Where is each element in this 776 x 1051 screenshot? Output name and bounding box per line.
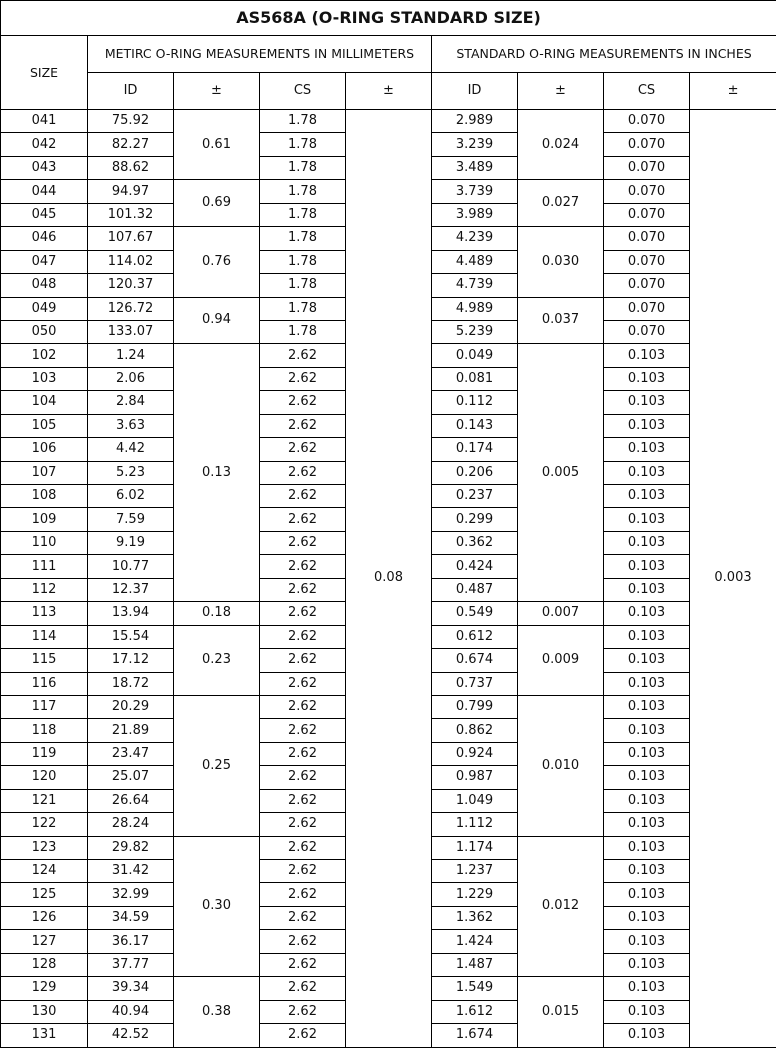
mm-id-cell: 114.02: [88, 250, 174, 273]
in-id-tolerance-cell: 0.027: [518, 180, 604, 227]
mm-id-cell: 88.62: [88, 156, 174, 179]
in-cs-cell: 0.070: [604, 180, 690, 203]
in-cs-cell: 0.103: [604, 531, 690, 554]
mm-cs-cell: 2.62: [260, 836, 346, 859]
in-id-cell: 0.549: [432, 602, 518, 625]
mm-id-cell: 25.07: [88, 766, 174, 789]
size-cell: 125: [1, 883, 88, 906]
mm-cs-cell: 2.62: [260, 555, 346, 578]
mm-id-cell: 126.72: [88, 297, 174, 320]
in-id-cell: 0.612: [432, 625, 518, 648]
size-cell: 108: [1, 485, 88, 508]
mm-id-cell: 120.37: [88, 274, 174, 297]
size-cell: 116: [1, 672, 88, 695]
size-cell: 112: [1, 578, 88, 601]
in-id-cell: 0.049: [432, 344, 518, 367]
mm-id-cell: 31.42: [88, 860, 174, 883]
size-cell: 045: [1, 203, 88, 226]
in-cs-cell: 0.103: [604, 672, 690, 695]
mm-cs-cell: 2.62: [260, 789, 346, 812]
in-cs-cell: 0.070: [604, 156, 690, 179]
in-cs-cell: 0.103: [604, 485, 690, 508]
size-cell: 129: [1, 977, 88, 1000]
mm-id-cell: 17.12: [88, 649, 174, 672]
mm-cs-cell: 2.62: [260, 438, 346, 461]
mm-id-cell: 20.29: [88, 695, 174, 718]
in-id-cell: 0.206: [432, 461, 518, 484]
mm-cs-cell: 2.62: [260, 719, 346, 742]
mm-id-cell: 9.19: [88, 531, 174, 554]
in-id-cell: 0.924: [432, 742, 518, 765]
in-id-tolerance-cell: 0.010: [518, 695, 604, 836]
in-cs-cell: 0.103: [604, 813, 690, 836]
mm-id-cell: 82.27: [88, 133, 174, 156]
mm-cs-cell: 2.62: [260, 930, 346, 953]
size-cell: 121: [1, 789, 88, 812]
mm-cs-cell: 1.78: [260, 110, 346, 133]
mm-cs-cell: 2.62: [260, 649, 346, 672]
size-cell: 043: [1, 156, 88, 179]
mm-cs-cell: 1.78: [260, 180, 346, 203]
in-id-cell: 0.237: [432, 485, 518, 508]
mm-id-cell: 10.77: [88, 555, 174, 578]
in-id-cell: 0.081: [432, 367, 518, 390]
size-cell: 128: [1, 953, 88, 976]
size-cell: 106: [1, 438, 88, 461]
in-id-cell: 1.229: [432, 883, 518, 906]
in-id-cell: 4.739: [432, 274, 518, 297]
in-cs-cell: 0.103: [604, 789, 690, 812]
in-id-cell: 1.362: [432, 906, 518, 929]
in-cs-tolerance-header: ±: [690, 73, 776, 110]
in-id-cell: 1.237: [432, 860, 518, 883]
mm-id-cell: 2.84: [88, 391, 174, 414]
in-cs-cell: 0.103: [604, 578, 690, 601]
size-cell: 107: [1, 461, 88, 484]
mm-id-tolerance-cell: 0.69: [174, 180, 260, 227]
size-cell: 050: [1, 320, 88, 343]
mm-id-cell: 21.89: [88, 719, 174, 742]
mm-cs-cell: 1.78: [260, 133, 346, 156]
in-id-tolerance-cell: 0.030: [518, 227, 604, 297]
mm-cs-cell: 1.78: [260, 203, 346, 226]
mm-cs-cell: 2.62: [260, 508, 346, 531]
mm-id-cell: 1.24: [88, 344, 174, 367]
in-cs-cell: 0.103: [604, 625, 690, 648]
mm-id-header: ID: [88, 73, 174, 110]
in-cs-cell: 0.103: [604, 836, 690, 859]
mm-id-cell: 15.54: [88, 625, 174, 648]
in-id-cell: 4.989: [432, 297, 518, 320]
mm-cs-cell: 2.62: [260, 906, 346, 929]
size-cell: 115: [1, 649, 88, 672]
mm-id-tolerance-cell: 0.94: [174, 297, 260, 344]
mm-id-cell: 94.97: [88, 180, 174, 203]
in-cs-tolerance-cell: 0.003: [690, 110, 776, 1048]
in-id-cell: 1.549: [432, 977, 518, 1000]
mm-id-tolerance-cell: 0.76: [174, 227, 260, 297]
size-cell: 123: [1, 836, 88, 859]
mm-cs-tolerance-header: ±: [346, 73, 432, 110]
mm-id-cell: 32.99: [88, 883, 174, 906]
mm-cs-cell: 2.62: [260, 977, 346, 1000]
in-id-cell: 0.174: [432, 438, 518, 461]
in-id-cell: 4.239: [432, 227, 518, 250]
in-cs-cell: 0.103: [604, 953, 690, 976]
size-cell: 104: [1, 391, 88, 414]
mm-id-cell: 101.32: [88, 203, 174, 226]
in-cs-cell: 0.070: [604, 320, 690, 343]
size-cell: 124: [1, 860, 88, 883]
mm-id-cell: 2.06: [88, 367, 174, 390]
in-id-cell: 1.112: [432, 813, 518, 836]
mm-id-cell: 26.64: [88, 789, 174, 812]
mm-id-cell: 5.23: [88, 461, 174, 484]
mm-cs-cell: 2.62: [260, 414, 346, 437]
size-cell: 127: [1, 930, 88, 953]
in-id-cell: 1.674: [432, 1024, 518, 1047]
size-cell: 041: [1, 110, 88, 133]
metric-group-header: METIRC O-RING MEASUREMENTS IN MILLIMETERS: [88, 36, 432, 73]
in-id-tolerance-cell: 0.012: [518, 836, 604, 977]
mm-cs-cell: 2.62: [260, 391, 346, 414]
size-cell: 119: [1, 742, 88, 765]
mm-cs-cell: 2.62: [260, 695, 346, 718]
size-cell: 103: [1, 367, 88, 390]
mm-id-cell: 29.82: [88, 836, 174, 859]
size-header: SIZE: [1, 36, 88, 110]
in-cs-cell: 0.070: [604, 274, 690, 297]
in-id-cell: 0.143: [432, 414, 518, 437]
mm-id-tolerance-cell: 0.18: [174, 602, 260, 625]
size-cell: 042: [1, 133, 88, 156]
mm-id-tolerance-header: ±: [174, 73, 260, 110]
in-id-tolerance-cell: 0.005: [518, 344, 604, 602]
mm-cs-tolerance-cell: 0.08: [346, 110, 432, 1048]
size-cell: 122: [1, 813, 88, 836]
in-id-tolerance-cell: 0.037: [518, 297, 604, 344]
mm-id-cell: 107.67: [88, 227, 174, 250]
mm-id-cell: 4.42: [88, 438, 174, 461]
mm-cs-cell: 1.78: [260, 297, 346, 320]
in-cs-cell: 0.103: [604, 860, 690, 883]
mm-cs-cell: 2.62: [260, 1024, 346, 1047]
in-id-cell: 0.862: [432, 719, 518, 742]
mm-id-cell: 23.47: [88, 742, 174, 765]
mm-cs-cell: 2.62: [260, 578, 346, 601]
in-cs-cell: 0.103: [604, 461, 690, 484]
mm-cs-header: CS: [260, 73, 346, 110]
size-cell: 105: [1, 414, 88, 437]
size-cell: 118: [1, 719, 88, 742]
size-cell: 131: [1, 1024, 88, 1047]
mm-cs-cell: 1.78: [260, 250, 346, 273]
in-id-cell: 1.174: [432, 836, 518, 859]
mm-cs-cell: 2.62: [260, 883, 346, 906]
size-cell: 113: [1, 602, 88, 625]
size-cell: 114: [1, 625, 88, 648]
mm-cs-cell: 2.62: [260, 625, 346, 648]
in-id-cell: 0.299: [432, 508, 518, 531]
size-cell: 111: [1, 555, 88, 578]
size-cell: 102: [1, 344, 88, 367]
table-body: [1, 110, 776, 1048]
mm-cs-cell: 1.78: [260, 227, 346, 250]
in-cs-cell: 0.103: [604, 649, 690, 672]
in-id-cell: 3.489: [432, 156, 518, 179]
size-cell: 109: [1, 508, 88, 531]
in-id-tolerance-cell: 0.007: [518, 602, 604, 625]
in-id-tolerance-cell: 0.015: [518, 977, 604, 1047]
mm-id-tolerance-cell: 0.38: [174, 977, 260, 1047]
mm-cs-cell: 2.62: [260, 367, 346, 390]
in-cs-cell: 0.103: [604, 438, 690, 461]
mm-cs-cell: 1.78: [260, 156, 346, 179]
size-cell: 049: [1, 297, 88, 320]
mm-cs-cell: 1.78: [260, 320, 346, 343]
mm-id-cell: 75.92: [88, 110, 174, 133]
size-cell: 120: [1, 766, 88, 789]
size-cell: 110: [1, 531, 88, 554]
in-id-cell: 4.489: [432, 250, 518, 273]
in-cs-cell: 0.103: [604, 906, 690, 929]
mm-cs-cell: 2.62: [260, 602, 346, 625]
mm-cs-cell: 2.62: [260, 813, 346, 836]
mm-cs-cell: 2.62: [260, 672, 346, 695]
in-id-cell: 1.612: [432, 1000, 518, 1023]
size-cell: 048: [1, 274, 88, 297]
in-cs-cell: 0.103: [604, 1000, 690, 1023]
in-id-cell: 0.424: [432, 555, 518, 578]
in-cs-cell: 0.103: [604, 766, 690, 789]
in-id-cell: 3.239: [432, 133, 518, 156]
mm-cs-cell: 2.62: [260, 1000, 346, 1023]
in-cs-cell: 0.103: [604, 1024, 690, 1047]
table-row: [1, 110, 776, 133]
in-id-tolerance-cell: 0.009: [518, 625, 604, 695]
in-cs-cell: 0.103: [604, 391, 690, 414]
size-cell: 117: [1, 695, 88, 718]
in-cs-cell: 0.070: [604, 203, 690, 226]
size-cell: 046: [1, 227, 88, 250]
in-id-cell: 5.239: [432, 320, 518, 343]
mm-id-cell: 6.02: [88, 485, 174, 508]
table-header: [1, 1, 776, 110]
mm-cs-cell: 2.62: [260, 461, 346, 484]
mm-id-cell: 7.59: [88, 508, 174, 531]
size-cell: 126: [1, 906, 88, 929]
size-cell: 047: [1, 250, 88, 273]
mm-id-cell: 133.07: [88, 320, 174, 343]
size-cell: 130: [1, 1000, 88, 1023]
mm-id-cell: 18.72: [88, 672, 174, 695]
in-id-cell: 0.799: [432, 695, 518, 718]
in-cs-cell: 0.103: [604, 695, 690, 718]
in-id-tolerance-header: ±: [518, 73, 604, 110]
size-cell: 044: [1, 180, 88, 203]
in-cs-cell: 0.070: [604, 110, 690, 133]
in-id-cell: 1.487: [432, 953, 518, 976]
mm-id-cell: 36.17: [88, 930, 174, 953]
mm-cs-cell: 2.62: [260, 742, 346, 765]
in-id-cell: 0.112: [432, 391, 518, 414]
in-cs-cell: 0.103: [604, 367, 690, 390]
in-cs-cell: 0.103: [604, 742, 690, 765]
table-title: AS568A (O-RING STANDARD SIZE): [1, 1, 776, 36]
in-cs-cell: 0.103: [604, 883, 690, 906]
in-id-cell: 2.989: [432, 110, 518, 133]
in-cs-cell: 0.103: [604, 602, 690, 625]
in-cs-cell: 0.103: [604, 719, 690, 742]
in-cs-cell: 0.103: [604, 977, 690, 1000]
mm-id-cell: 28.24: [88, 813, 174, 836]
mm-id-cell: 13.94: [88, 602, 174, 625]
mm-cs-cell: 2.62: [260, 953, 346, 976]
in-id-cell: 0.674: [432, 649, 518, 672]
mm-id-tolerance-cell: 0.25: [174, 695, 260, 836]
in-id-cell: 3.989: [432, 203, 518, 226]
in-cs-cell: 0.103: [604, 344, 690, 367]
mm-id-cell: 39.34: [88, 977, 174, 1000]
in-id-cell: 1.049: [432, 789, 518, 812]
in-cs-cell: 0.103: [604, 930, 690, 953]
mm-id-cell: 40.94: [88, 1000, 174, 1023]
in-cs-cell: 0.070: [604, 133, 690, 156]
mm-cs-cell: 2.62: [260, 344, 346, 367]
in-id-header: ID: [432, 73, 518, 110]
mm-id-cell: 42.52: [88, 1024, 174, 1047]
in-id-cell: 0.362: [432, 531, 518, 554]
in-id-cell: 3.739: [432, 180, 518, 203]
mm-id-cell: 34.59: [88, 906, 174, 929]
in-cs-cell: 0.070: [604, 227, 690, 250]
in-cs-cell: 0.070: [604, 297, 690, 320]
in-id-cell: 0.487: [432, 578, 518, 601]
mm-id-cell: 3.63: [88, 414, 174, 437]
inch-group-header: STANDARD O-RING MEASUREMENTS IN INCHES: [432, 36, 776, 73]
in-cs-cell: 0.103: [604, 508, 690, 531]
in-cs-header: CS: [604, 73, 690, 110]
mm-cs-cell: 2.62: [260, 766, 346, 789]
in-id-cell: 0.737: [432, 672, 518, 695]
in-id-cell: 0.987: [432, 766, 518, 789]
in-id-cell: 1.424: [432, 930, 518, 953]
mm-cs-cell: 2.62: [260, 860, 346, 883]
mm-id-tolerance-cell: 0.30: [174, 836, 260, 977]
in-id-tolerance-cell: 0.024: [518, 110, 604, 180]
mm-cs-cell: 1.78: [260, 274, 346, 297]
in-cs-cell: 0.103: [604, 414, 690, 437]
mm-id-tolerance-cell: 0.61: [174, 110, 260, 180]
mm-id-cell: 12.37: [88, 578, 174, 601]
mm-id-tolerance-cell: 0.23: [174, 625, 260, 695]
in-cs-cell: 0.070: [604, 250, 690, 273]
mm-id-cell: 37.77: [88, 953, 174, 976]
mm-cs-cell: 2.62: [260, 485, 346, 508]
in-cs-cell: 0.103: [604, 555, 690, 578]
mm-cs-cell: 2.62: [260, 531, 346, 554]
mm-id-tolerance-cell: 0.13: [174, 344, 260, 602]
